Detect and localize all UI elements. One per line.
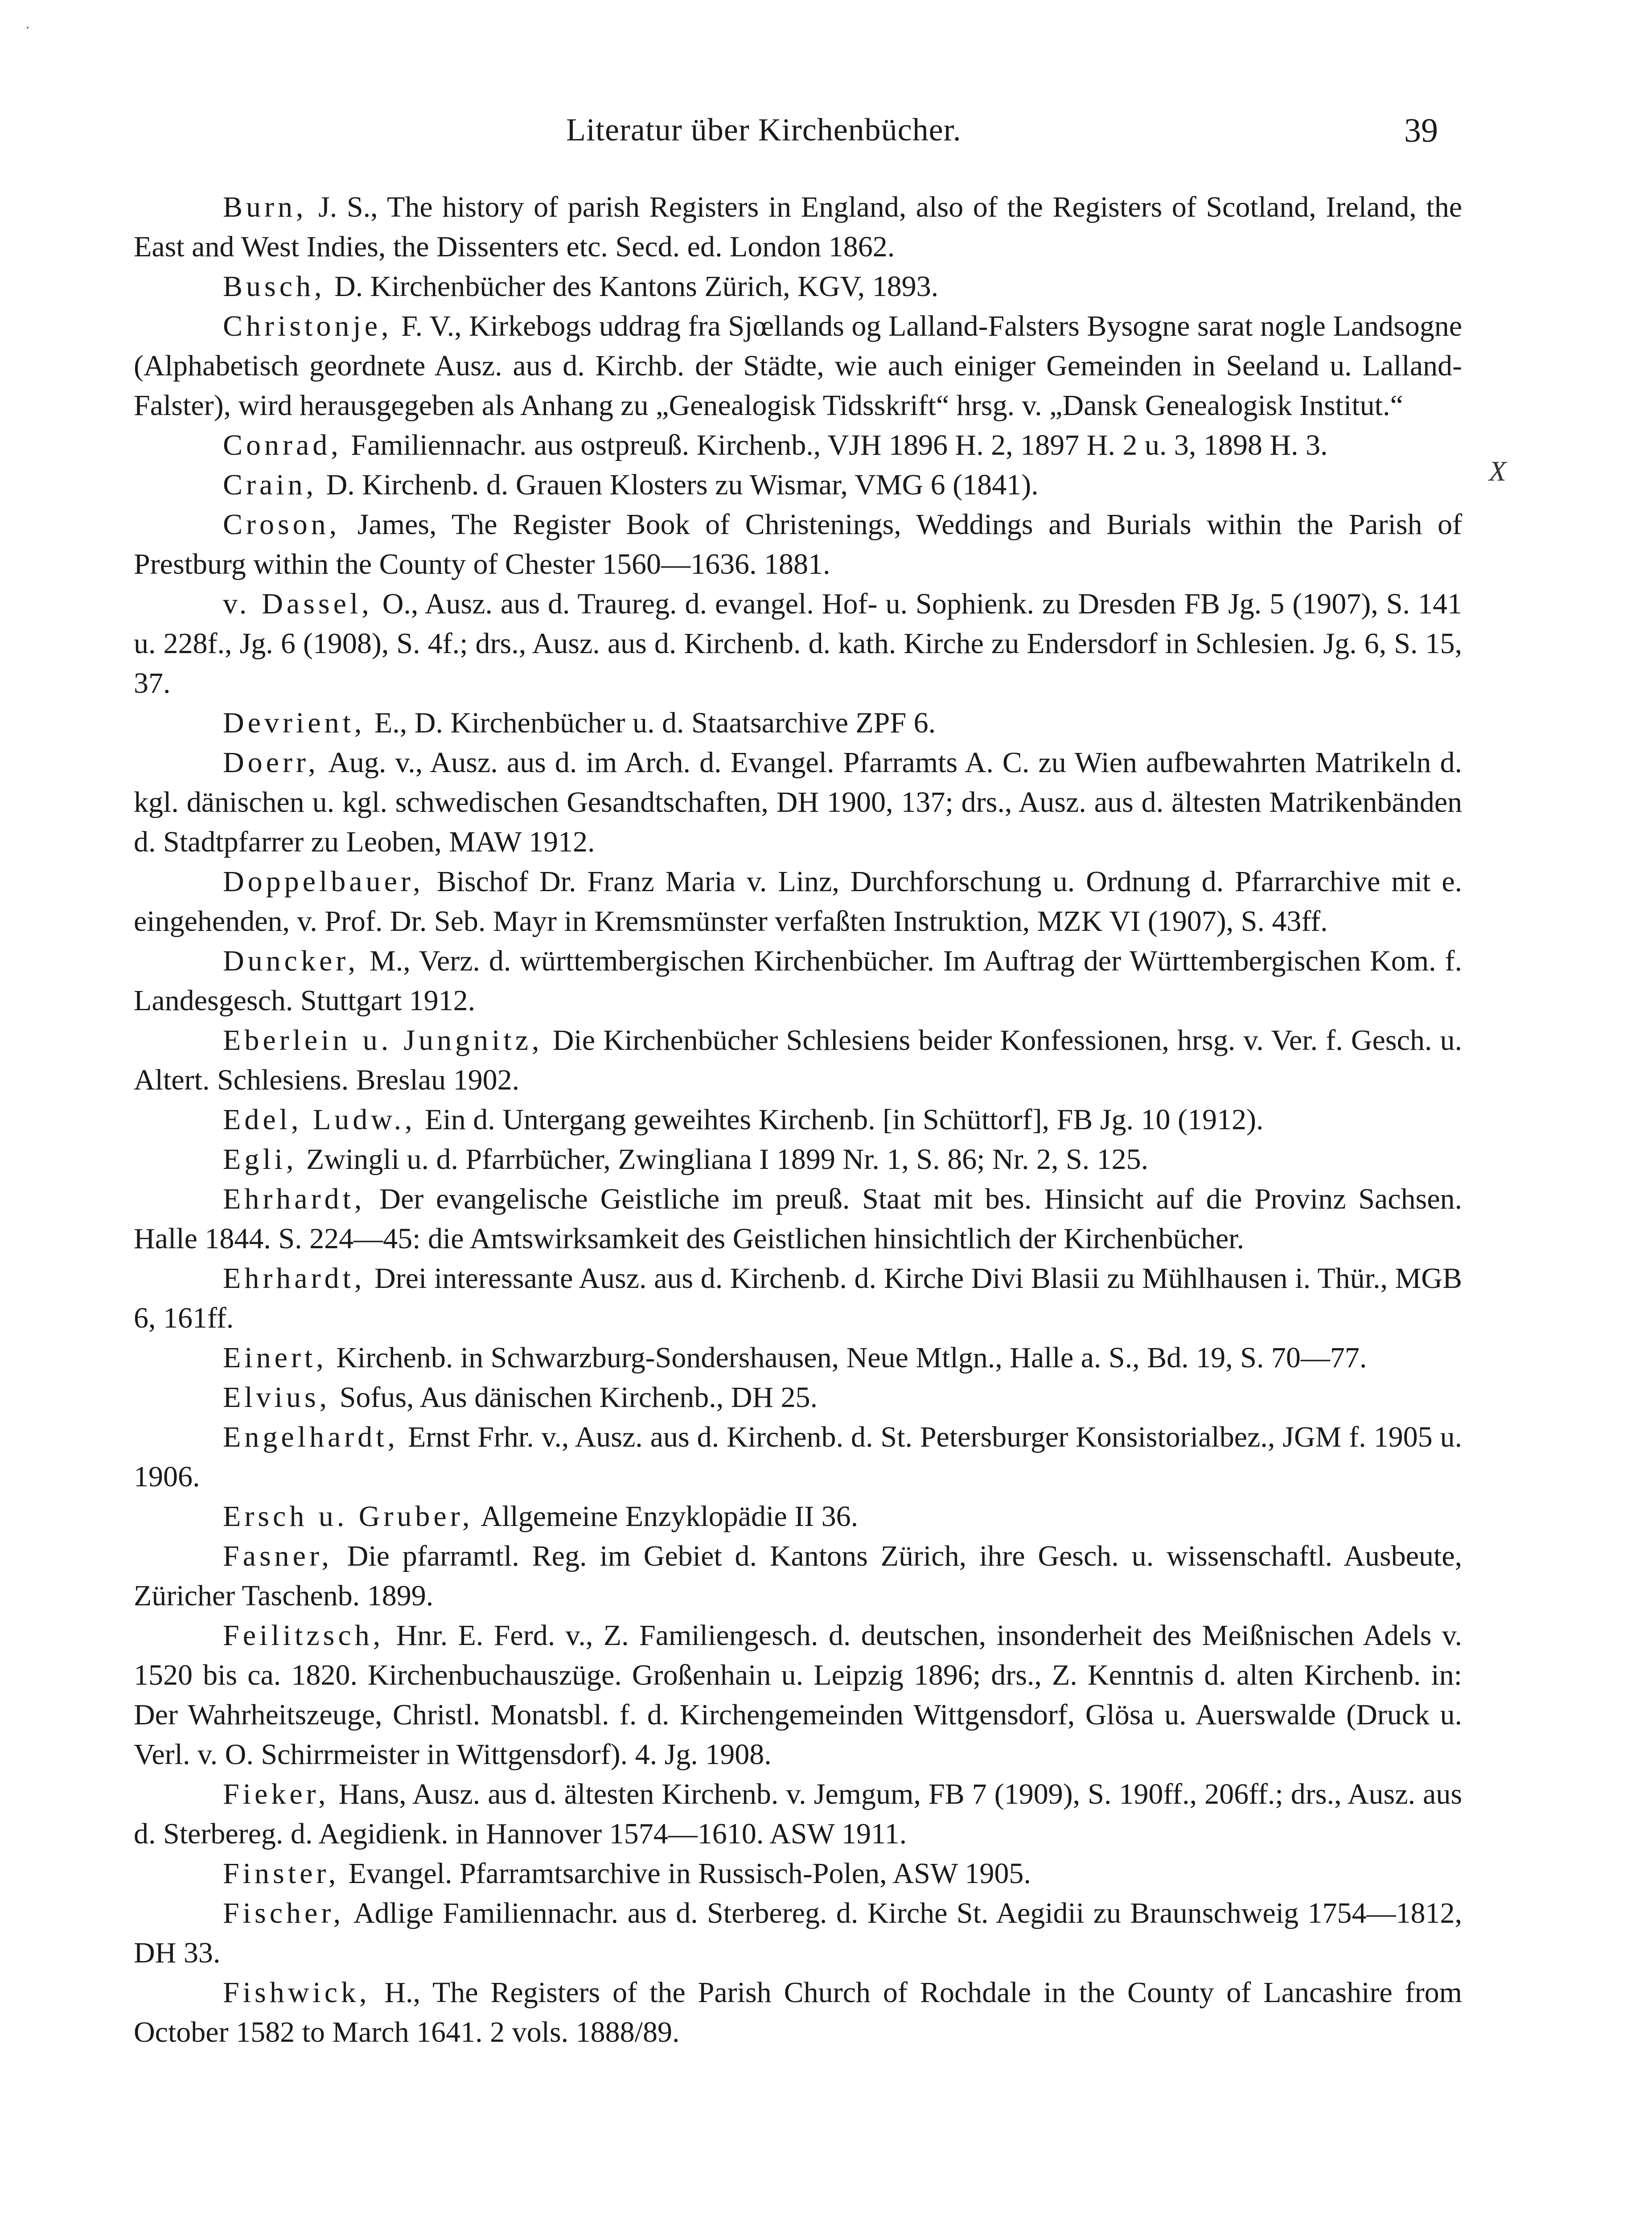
- entry-author: Ersch u. Gruber,: [223, 1500, 473, 1533]
- entry-author: Fieker,: [223, 1778, 329, 1810]
- bibliography-entry: [134, 1973, 1462, 2052]
- entry-author: Fasner,: [223, 1540, 333, 1572]
- bibliography-entry: [134, 1258, 1462, 1338]
- entry-text: Aug. v., Ausz. aus d. im Arch. d. Evangel. Pfarramts A. C. zu Wien aufbewahrten Matrikeln d. kgl. dänischen u. kgl. schwedischen Gesandtschaften, DH 1900, 137; drs., Ausz. aus d. ältesten Matrikenbänden d. Stadtpfarrer zu Leoben, MAW 1912.: [134, 746, 1463, 858]
- entry-text: Die Kirchenbücher Schlesiens beider Konfessionen, hrsg. v. Ver. f. Gesch. u. Altert. Schlesiens. Breslau 1902.: [134, 1024, 1462, 1096]
- entry-text: J. S., The history of parish Registers in England, also of the Registers of Scotland, Ireland, the East and West Indies, the Dissenters etc. Secd. ed. London 1862.: [134, 191, 1462, 263]
- bibliography-list: [134, 187, 1462, 2052]
- entry-author: Egli,: [223, 1143, 297, 1176]
- entry-text: Sofus, Aus dänischen Kirchenb., DH 25.: [339, 1381, 818, 1414]
- entry-author: Croson,: [223, 508, 341, 541]
- entry-text: F. V., Kirkebogs uddrag fra Sjœllands og Lalland-Falsters Bysogne sarat nogle Landsogne (Alphabetisch geordnete Ausz. aus d. Kirchb. der Städte, wie auch einiger Gemeinden in Seeland u. Lalland-Falster), wird herausgegeben als Anhang zu „Genealogisk Tidsskrift“ hrsg. v. „Dansk Genealogisk Institut.“: [134, 310, 1462, 422]
- entry-text: O., Ausz. aus d. Traureg. d. evangel. Hof- u. Sophienk. zu Dresden FB Jg. 5 (1907), S. 141 u. 228f., Jg. 6 (1908), S. 4f.; drs., Ausz. aus d. Kirchenb. d. kath. Kirche zu Endersdorf in Schlesien. Jg. 6, S. 15, 37.: [134, 588, 1462, 699]
- entry-text: James, The Register Book of Christenings, Weddings and Burials within the Parish of Prestburg within the County of Chester 1560—1636. 1881.: [134, 508, 1462, 580]
- bibliography-entry: [134, 862, 1462, 941]
- entry-author: Burn,: [223, 191, 307, 223]
- entry-text: Evangel. Pfarramtsarchive in Russisch-Polen, ASW 1905.: [348, 1857, 1031, 1890]
- entry-text: Drei interessante Ausz. aus d. Kirchenb. d. Kirche Divi Blasii zu Mühlhausen i. Thür., MGB 6, 161ff.: [134, 1262, 1462, 1334]
- entry-text: M., Verz. d. württembergischen Kirchenbücher. Im Auftrag der Württembergischen Kom. f. Landesgesch. Stuttgart 1912.: [134, 945, 1462, 1017]
- entry-text: Die pfarramtl. Reg. im Gebiet d. Kantons Zürich, ihre Gesch. u. wissenschaftl. Ausbeute, Züricher Taschenb. 1899.: [134, 1540, 1462, 1612]
- bibliography-entry: [134, 941, 1462, 1020]
- entry-text: H., The Registers of the Parish Church of Rochdale in the County of Lancashire from October 1582 to March 1641. 2 vols. 1888/89.: [134, 1976, 1462, 2048]
- bibliography-entry: [134, 584, 1462, 703]
- bibliography-entry: [134, 1179, 1462, 1258]
- entry-author: Doppelbauer,: [223, 865, 424, 898]
- entry-author: v. Dassel,: [223, 588, 373, 620]
- running-title: Literatur über Kirchenbücher.: [566, 112, 962, 148]
- entry-author: Crain,: [223, 469, 317, 501]
- bibliography-entry: [134, 267, 1462, 306]
- bibliography-entry: [134, 1893, 1462, 1973]
- entry-text: Zwingli u. d. Pfarrbücher, Zwingliana I 1899 Nr. 1, S. 86; Nr. 2, S. 125.: [306, 1143, 1149, 1176]
- entry-text: D. Kirchenbücher des Kantons Zürich, KGV, 1893.: [334, 270, 939, 303]
- entry-text: Bischof Dr. Franz Maria v. Linz, Durchforschung u. Ordnung d. Pfarrarchive mit e. eingehenden, v. Prof. Dr. Seb. Mayr in Kremsmünster verfaßten Instruktion, MZK VI (1907), S. 43ff.: [134, 865, 1462, 938]
- entry-author: Busch,: [223, 270, 325, 303]
- bibliography-entry: [134, 1417, 1462, 1497]
- entry-author: Ehrhardt,: [223, 1262, 366, 1295]
- bibliography-entry: [134, 1100, 1462, 1139]
- entry-text: E., D. Kirchenbücher u. d. Staatsarchive ZPF 6.: [374, 707, 936, 739]
- entry-text: Kirchenb. in Schwarzburg-Sondershausen, Neue Mtlgn., Halle a. S., Bd. 19, S. 70—77.: [336, 1341, 1367, 1374]
- entry-text: Ernst Frhr. v., Ausz. aus d. Kirchenb. d. St. Petersburger Konsistorialbez., JGM f. 1905 u. 1906.: [134, 1421, 1463, 1493]
- entry-text: Ein d. Untergang geweihtes Kirchenb. [in Schüttorf], FB Jg. 10 (1912).: [425, 1103, 1264, 1136]
- bibliography-entry: [134, 425, 1462, 465]
- entry-text: Hnr. E. Ferd. v., Z. Familiengesch. d. deutschen, insonderheit des Meißnischen Adels v. 1520 bis ca. 1820. Kirchenbuchauszüge. Großenhain u. Leipzig 1896; drs., Z. Kenntnis d. alten Kirchenb. in: Der Wahrheitszeuge, Christl. Monatsbl. f. d. Kirchengemeinden Wittgensdorf, Glösa u. Auerswalde (Druck u. Verl. v. O. Schirrmeister in Wittgensdorf). 4. Jg. 1908.: [134, 1619, 1463, 1771]
- bibliography-entry: [134, 743, 1462, 862]
- entry-text: Adlige Familiennachr. aus d. Sterbereg. d. Kirche St. Aegidii zu Braunschweig 1754—1812, DH 33.: [134, 1897, 1462, 1969]
- entry-author: Eberlein u. Jungnitz,: [223, 1024, 543, 1057]
- entry-text: Der evangelische Geistliche im preuß. Staat mit bes. Hinsicht auf die Provinz Sachsen. Halle 1844. S. 224—45: die Amtswirksamkeit des Geistlichen hinsichtlich der Kirchenbücher.: [134, 1183, 1463, 1255]
- entry-author: Feilitzsch,: [223, 1619, 384, 1652]
- page-header: [0, 111, 1652, 160]
- bibliography-entry: [134, 1616, 1462, 1774]
- scan-speck: [27, 27, 29, 29]
- bibliography-entry: [134, 505, 1462, 584]
- bibliography-entry: [134, 1497, 1462, 1536]
- entry-author: Devrient,: [223, 707, 366, 739]
- entry-author: Einert,: [223, 1341, 327, 1374]
- bibliography-entry: [134, 1338, 1462, 1378]
- bibliography-entry: [134, 465, 1462, 505]
- entry-author: Duncker,: [223, 945, 359, 977]
- bibliography-entry: [134, 187, 1462, 267]
- margin-mark: X: [1489, 455, 1507, 487]
- entry-author: Christonje,: [223, 310, 392, 342]
- entry-author: Edel, Ludw.,: [223, 1103, 416, 1136]
- bibliography-entry: [134, 1020, 1462, 1100]
- bibliography-entry: [134, 1139, 1462, 1179]
- entry-author: Ehrhardt,: [223, 1183, 366, 1215]
- bibliography-entry: [134, 306, 1462, 425]
- bibliography-entry: [134, 1854, 1462, 1893]
- page-number: 39: [1404, 112, 1438, 149]
- entry-author: Fishwick,: [223, 1976, 370, 2009]
- bibliography-entry: [134, 703, 1462, 743]
- entry-text: Familiennachr. aus ostpreuß. Kirchenb., VJH 1896 H. 2, 1897 H. 2 u. 3, 1898 H. 3.: [351, 429, 1328, 461]
- entry-author: Engelhardt,: [223, 1421, 399, 1453]
- bibliography-entry: [134, 1378, 1462, 1417]
- entry-text: Hans, Ausz. aus d. ältesten Kirchenb. v. Jemgum, FB 7 (1909), S. 190ff., 206ff.; drs., Ausz. aus d. Sterbereg. d. Aegidienk. in Hannover 1574—1610. ASW 1911.: [134, 1778, 1462, 1850]
- entry-author: Finster,: [223, 1857, 340, 1890]
- entry-author: Doerr,: [223, 746, 319, 779]
- entry-text: D. Kirchenb. d. Grauen Klosters zu Wismar, VMG 6 (1841).: [326, 469, 1039, 501]
- bibliography-entry: [134, 1536, 1462, 1616]
- entry-text: Allgemeine Enzyklopädie II 36.: [481, 1500, 859, 1533]
- bibliography-entry: [134, 1774, 1462, 1854]
- entry-author: Fischer,: [223, 1897, 345, 1929]
- entry-author: Elvius,: [223, 1381, 331, 1414]
- entry-author: Conrad,: [223, 429, 342, 461]
